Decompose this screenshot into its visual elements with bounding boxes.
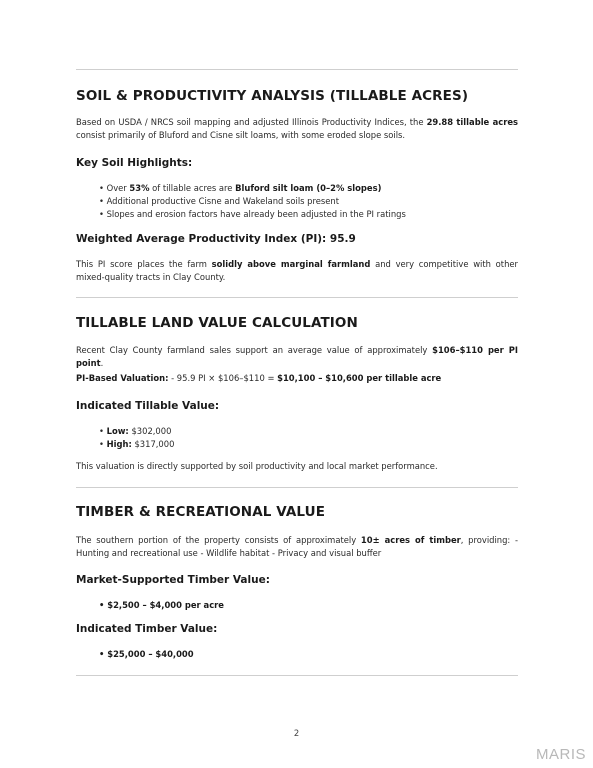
market-timber-value: • $2,500 – $4,000 per acre	[99, 600, 224, 610]
timber-paragraph: The southern portion of the property consists of approximately 10± acres of timber, providing: - Hunting and recreational use - Wildlife habitat - Privacy and visual buffer	[76, 535, 519, 558]
soil-highlight-bullet: • Additional productive Cisne and Wakeland soils present	[99, 196, 340, 206]
maris-watermark: MARIS	[535, 746, 586, 763]
market-timber-value-heading: Market-Supported Timber Value:	[76, 574, 270, 586]
section-divider	[76, 297, 518, 298]
timber-section-heading: TIMBER & RECREATIONAL VALUE	[76, 504, 326, 520]
tillable-valuation-note: This valuation is directly supported by soil productivity and local market performance.	[76, 461, 438, 471]
page-number: 2	[293, 728, 300, 738]
tillable-value-high: • High: $317,000	[99, 439, 175, 449]
productivity-index-heading: Weighted Average Productivity Index (PI): 95.9	[76, 233, 356, 245]
key-soil-highlights-heading: Key Soil Highlights:	[76, 157, 193, 169]
indicated-timber-value-heading: Indicated Timber Value:	[76, 623, 218, 635]
soil-highlight-bullet: • Over 53% of tillable acres are Bluford silt loam (0–2% slopes)	[99, 183, 382, 193]
top-divider	[76, 69, 518, 70]
farmland-sales-paragraph: Recent Clay County farmland sales support an average value of approximately $106–$110 per PI point.	[76, 345, 518, 368]
section-divider	[76, 487, 518, 488]
indicated-tillable-value-heading: Indicated Tillable Value:	[76, 400, 220, 412]
soil-section-heading: SOIL & PRODUCTIVITY ANALYSIS (TILLABLE ACRES)	[76, 88, 469, 104]
soil-highlight-bullet: • Slopes and erosion factors have already been adjusted in the PI ratings	[99, 209, 406, 219]
pi-valuation-line: PI-Based Valuation: - 95.9 PI × $106–$110 = $10,100 – $10,600 per tillable acre	[76, 373, 442, 383]
soil-intro-paragraph: Based on USDA / NRCS soil mapping and adjusted Illinois Productivity Indices, the 29.88 tillable acres consist primarily of Bluford and Cisne silt loams, with some eroded slope soils.	[76, 117, 518, 140]
tillable-value-low: • Low: $302,000	[99, 426, 172, 436]
bottom-divider	[76, 675, 518, 676]
productivity-index-paragraph: This PI score places the farm solidly above marginal farmland and very competitive with other mixed-quality tracts in Clay County.	[76, 259, 518, 282]
tillable-section-heading: TILLABLE LAND VALUE CALCULATION	[76, 315, 358, 331]
indicated-timber-value: • $25,000 – $40,000	[99, 649, 194, 659]
